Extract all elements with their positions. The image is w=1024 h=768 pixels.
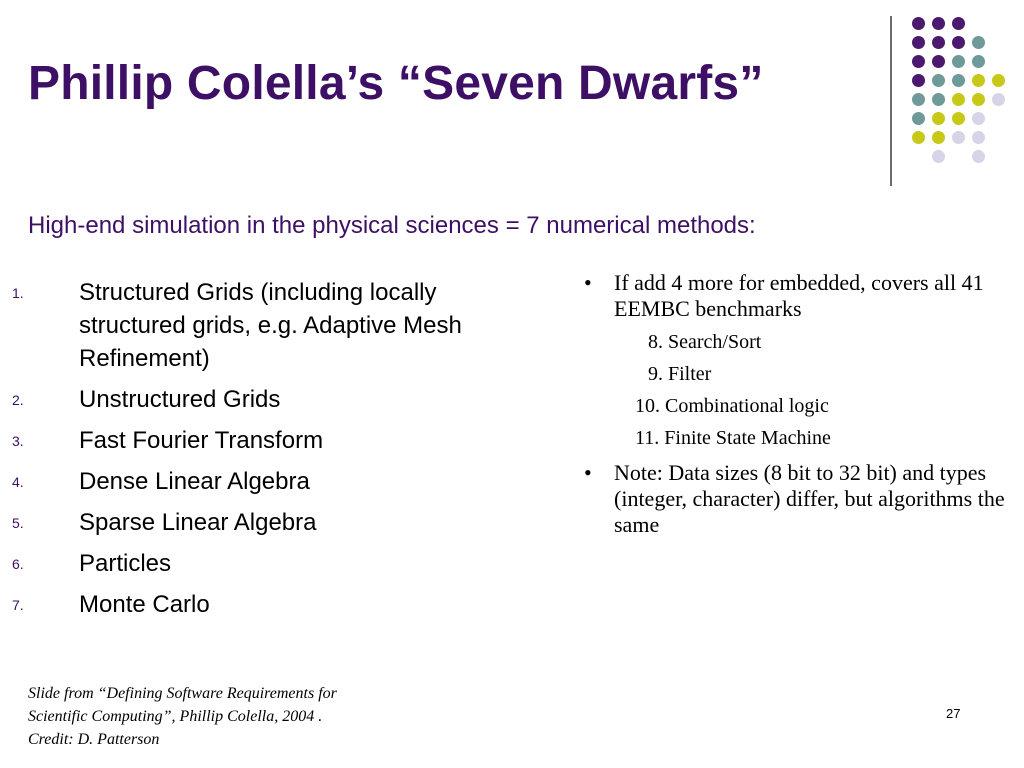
slide-subtitle: High-end simulation in the physical sciences = 7 numerical methods: bbox=[28, 212, 756, 239]
decorative-dot bbox=[932, 112, 945, 125]
list-text: Monte Carlo bbox=[79, 591, 210, 618]
slide-title: Phillip Colella’s “Seven Dwarfs” bbox=[28, 57, 764, 110]
decorative-dot bbox=[932, 131, 945, 144]
decorative-dot bbox=[932, 55, 945, 68]
list-text: Dense Linear Algebra bbox=[79, 468, 310, 495]
decorative-dot bbox=[952, 55, 965, 68]
list-number: 6. bbox=[12, 556, 24, 572]
list-item bbox=[0, 276, 560, 375]
decorative-dot bbox=[972, 36, 985, 49]
decorative-dot bbox=[932, 93, 945, 106]
decorative-dot bbox=[992, 93, 1005, 106]
list-text: Fast Fourier Transform bbox=[79, 427, 324, 454]
decorative-dot bbox=[972, 55, 985, 68]
list-text: Particles bbox=[79, 550, 172, 577]
list-number: 5. bbox=[12, 515, 24, 531]
decorative-dot bbox=[952, 131, 965, 144]
decorative-dot bbox=[912, 74, 925, 87]
methods-list bbox=[0, 276, 560, 629]
bullet-marker: • bbox=[584, 270, 592, 295]
divider-line bbox=[890, 16, 892, 186]
list-item bbox=[0, 506, 560, 539]
decorative-dot bbox=[932, 36, 945, 49]
decorative-dot bbox=[952, 74, 965, 87]
decorative-dot bbox=[912, 112, 925, 125]
decorative-dot bbox=[952, 112, 965, 125]
bullet-text: Note: Data sizes (8 bit to 32 bit) and types (integer, character) differ, but algorithms the same bbox=[614, 460, 1005, 537]
list-number: 2. bbox=[12, 392, 24, 408]
bullet-text: If add 4 more for embedded, covers all 41 EEMBC benchmarks bbox=[614, 270, 984, 321]
list-item bbox=[0, 547, 560, 580]
slide-footer-credit bbox=[28, 682, 337, 751]
page-number: 27 bbox=[946, 706, 961, 721]
footer-line: Credit: D. Patterson bbox=[28, 731, 160, 748]
decorative-dot bbox=[932, 150, 945, 163]
decorative-dot bbox=[912, 131, 925, 144]
decorative-dot bbox=[972, 74, 985, 87]
decorative-dot bbox=[912, 93, 925, 106]
list-item bbox=[0, 383, 560, 416]
list-number: 3. bbox=[12, 433, 24, 449]
bullet-item bbox=[578, 270, 1018, 322]
list-number: 4. bbox=[12, 474, 24, 490]
list-text: Unstructured Grids bbox=[79, 386, 281, 413]
sub-item: 9. Filter bbox=[648, 363, 712, 385]
list-text: Structured Grids (including locally structured grids, e.g. Adaptive Mesh Refinement) bbox=[79, 279, 462, 372]
decorative-dot bbox=[912, 55, 925, 68]
decorative-dot bbox=[932, 74, 945, 87]
decorative-dot bbox=[992, 74, 1005, 87]
decorative-dot bbox=[952, 36, 965, 49]
list-number: 7. bbox=[12, 597, 24, 613]
sub-item: 8. Search/Sort bbox=[648, 331, 762, 353]
decorative-dot bbox=[932, 17, 945, 30]
list-item bbox=[0, 424, 560, 457]
decorative-dot bbox=[952, 93, 965, 106]
embedded-notes bbox=[578, 270, 1018, 538]
decorative-dot bbox=[912, 17, 925, 30]
bullet-item bbox=[578, 460, 1018, 538]
list-item bbox=[0, 465, 560, 498]
list-text: Sparse Linear Algebra bbox=[79, 509, 317, 536]
sub-item: 10. Combinational logic bbox=[635, 395, 829, 417]
decorative-dot bbox=[972, 93, 985, 106]
decorative-dot bbox=[912, 36, 925, 49]
bullet-marker: • bbox=[584, 460, 592, 485]
list-number: 1. bbox=[12, 285, 24, 301]
decorative-dot bbox=[972, 150, 985, 163]
sub-item: 11. Finite State Machine bbox=[635, 427, 831, 449]
footer-line: Slide from “Defining Software Requirements for bbox=[28, 685, 337, 702]
footer-line: Scientific Computing”, Phillip Colella, 2004 . bbox=[28, 708, 323, 725]
list-item bbox=[0, 588, 560, 621]
decorative-dot bbox=[972, 112, 985, 125]
decorative-dot bbox=[972, 131, 985, 144]
decorative-dot bbox=[952, 17, 965, 30]
